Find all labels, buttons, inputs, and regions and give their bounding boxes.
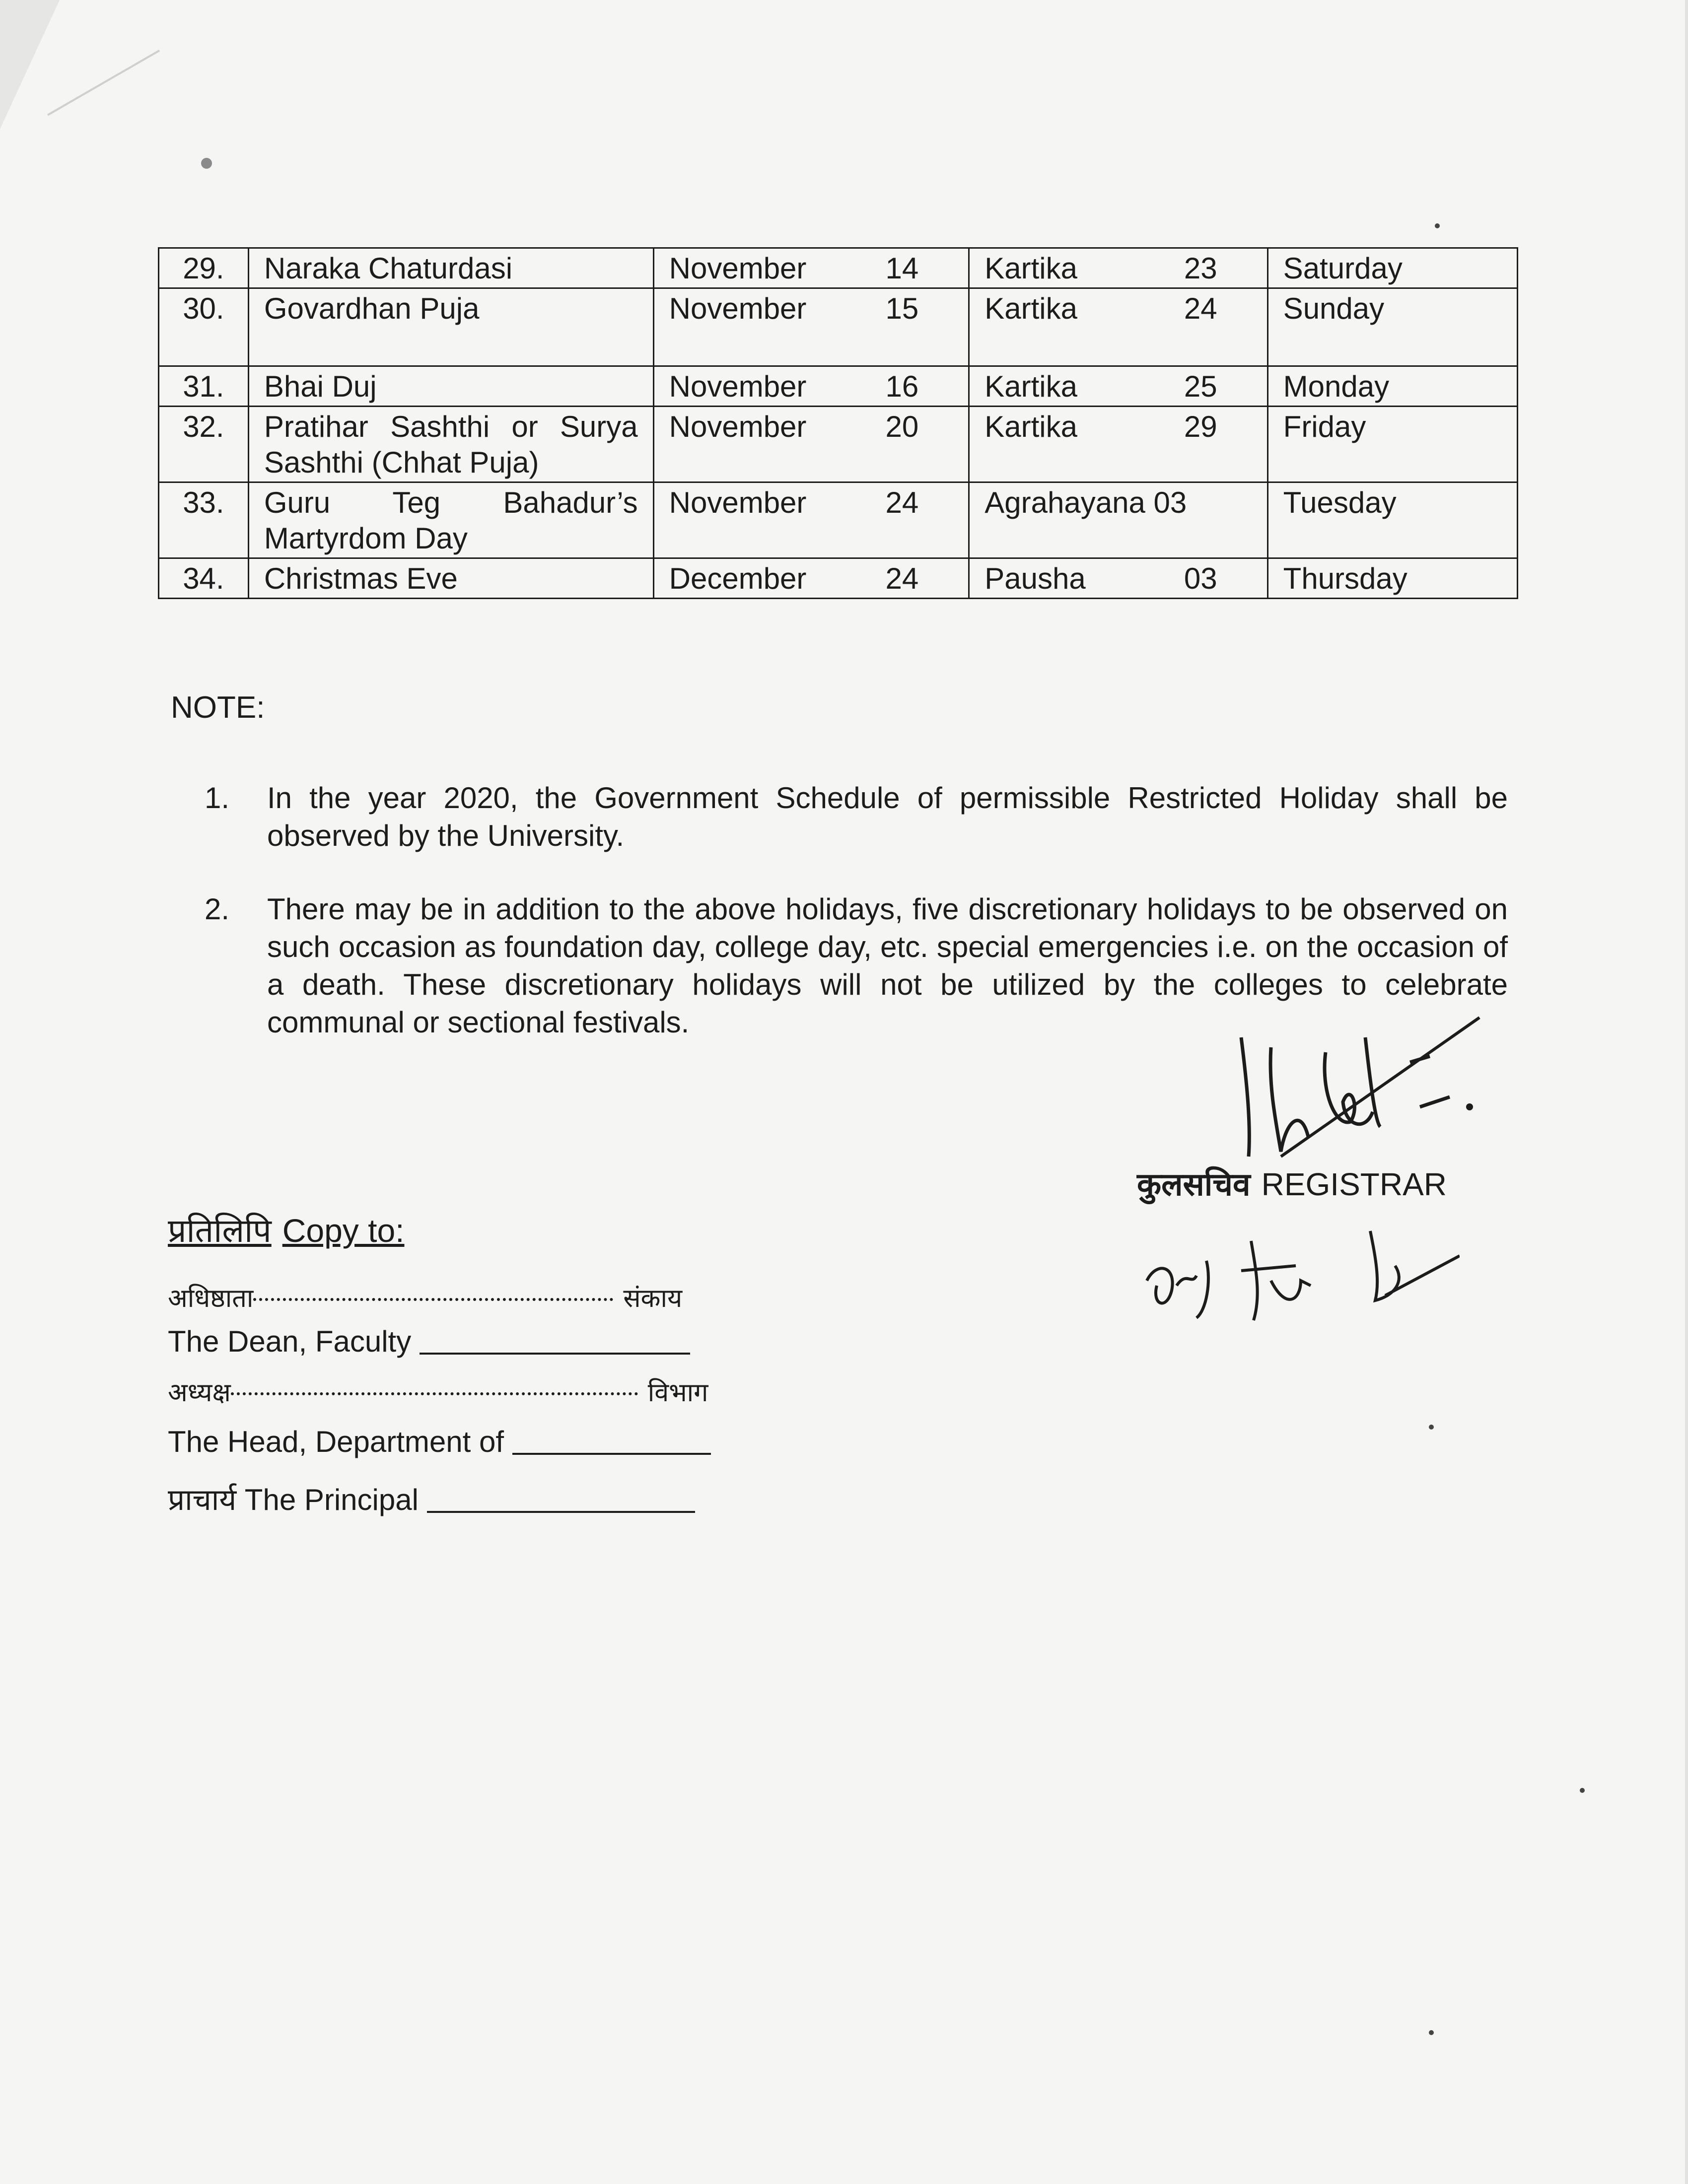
day: 24 — [885, 562, 919, 595]
note-item — [205, 779, 1508, 855]
holiday-name: Govardhan Puja — [248, 288, 653, 366]
weekday: Monday — [1267, 366, 1517, 407]
dean-english-line — [168, 1324, 690, 1359]
gregorian-date — [653, 366, 969, 407]
head-hindi-suffix: विभाग — [647, 1378, 708, 1407]
dean-hindi-line — [168, 1280, 682, 1315]
holiday-table — [158, 247, 1518, 599]
weekday: Thursday — [1267, 558, 1517, 599]
serial-number: 34. — [159, 558, 249, 599]
month: December — [669, 562, 807, 595]
registrar-english: REGISTRAR — [1261, 1166, 1447, 1202]
weekday: Saturday — [1267, 248, 1517, 288]
serial-number: 33. — [159, 482, 249, 558]
day: 15 — [885, 292, 919, 325]
saka-day: 03 — [1184, 562, 1217, 595]
gregorian-date — [653, 407, 969, 482]
fill-in-dots — [253, 1298, 613, 1301]
scan-speck — [201, 158, 212, 169]
head-english-line — [168, 1425, 711, 1459]
dean-hindi-label: अधिष्ठाता — [168, 1284, 254, 1313]
saka-month: Pausha — [985, 562, 1086, 595]
copy-to-hindi: प्रतिलिपि — [168, 1212, 272, 1249]
initials-scribble — [1137, 1211, 1460, 1330]
saka-month: Kartika — [985, 252, 1077, 285]
table-row — [159, 366, 1518, 407]
saka-month: Kartika — [985, 292, 1077, 325]
registrar-hindi: कुलसचिव — [1137, 1166, 1251, 1202]
weekday: Friday — [1267, 407, 1517, 482]
holiday-name: Naraka Chaturdasi — [248, 248, 653, 288]
principal-english-label: The Principal — [244, 1483, 419, 1516]
table-row — [159, 288, 1518, 366]
fill-in-blank — [420, 1348, 690, 1355]
note-text: In the year 2020, the Government Schedule of permissible Restricted Holiday shall be observed by the University. — [267, 781, 1508, 852]
registrar-title — [1137, 1161, 1447, 1205]
saka-month: Kartika — [985, 410, 1077, 443]
serial-number: 32. — [159, 407, 249, 482]
fill-in-dots — [231, 1392, 638, 1395]
table-row — [159, 482, 1518, 558]
serial-number: 31. — [159, 366, 249, 407]
month: November — [669, 370, 807, 403]
note-number: 1. — [205, 781, 230, 815]
scan-speck — [1435, 223, 1440, 228]
fill-in-blank — [512, 1448, 711, 1455]
saka-date — [969, 288, 1267, 366]
holiday-name: Pratihar Sashthi or Surya Sashthi (Chhat Puja) — [248, 407, 653, 482]
serial-number: 30. — [159, 288, 249, 366]
head-hindi-label: अध्यक्ष — [168, 1378, 231, 1407]
saka-day: 03 — [1153, 486, 1187, 519]
gregorian-date — [653, 482, 969, 558]
saka-date — [969, 366, 1267, 407]
saka-date — [969, 482, 1267, 558]
month: November — [669, 486, 807, 519]
day: 14 — [885, 252, 919, 285]
gregorian-date — [653, 248, 969, 288]
gregorian-date — [653, 288, 969, 366]
note-heading: NOTE: — [171, 690, 265, 725]
note-number: 2. — [205, 892, 230, 926]
dean-english-label: The Dean, Faculty — [168, 1325, 412, 1358]
copy-to-heading — [168, 1207, 405, 1252]
scan-edge — [1685, 0, 1688, 2184]
fold-crease — [47, 50, 160, 116]
folded-corner — [0, 0, 60, 129]
table-row — [159, 407, 1518, 482]
table-row — [159, 558, 1518, 599]
month: November — [669, 410, 807, 443]
serial-number: 29. — [159, 248, 249, 288]
weekday: Sunday — [1267, 288, 1517, 366]
copy-to-english: Copy to: — [282, 1212, 405, 1249]
saka-date — [969, 407, 1267, 482]
scan-speck — [1580, 1788, 1585, 1793]
head-english-label: The Head, Department of — [168, 1425, 504, 1458]
holiday-name: Guru Teg Bahadur’s Martyrdom Day — [248, 482, 653, 558]
saka-month: Agrahayana — [985, 486, 1145, 519]
day: 24 — [885, 486, 919, 519]
fill-in-blank — [427, 1506, 695, 1513]
principal-hindi-label: प्राचार्य — [168, 1483, 237, 1516]
saka-date — [969, 248, 1267, 288]
saka-day: 24 — [1184, 292, 1217, 325]
holiday-name: Bhai Duj — [248, 366, 653, 407]
scan-speck — [1429, 1425, 1434, 1430]
day: 16 — [885, 370, 919, 403]
saka-day: 25 — [1184, 370, 1217, 403]
principal-line — [168, 1478, 695, 1519]
scan-speck — [1429, 2030, 1434, 2035]
registrar-signature — [1201, 1008, 1499, 1176]
gregorian-date — [653, 558, 969, 599]
table-row — [159, 248, 1518, 288]
day: 20 — [885, 410, 919, 443]
dean-hindi-suffix: संकाय — [623, 1284, 683, 1313]
note-text: There may be in addition to the above holidays, five discretionary holidays to be observed on such occasion as foundation day, college day, etc. special emergencies i.e. on the occasion of a death. These discretionary holidays will not be utilized by the colleges to celebrate communal or sectional festivals. — [267, 892, 1508, 1039]
saka-date — [969, 558, 1267, 599]
head-hindi-line — [168, 1374, 708, 1409]
saka-day: 29 — [1184, 410, 1217, 443]
weekday: Tuesday — [1267, 482, 1517, 558]
month: November — [669, 292, 807, 325]
month: November — [669, 252, 807, 285]
saka-day: 23 — [1184, 252, 1217, 285]
saka-month: Kartika — [985, 370, 1077, 403]
holiday-name: Christmas Eve — [248, 558, 653, 599]
